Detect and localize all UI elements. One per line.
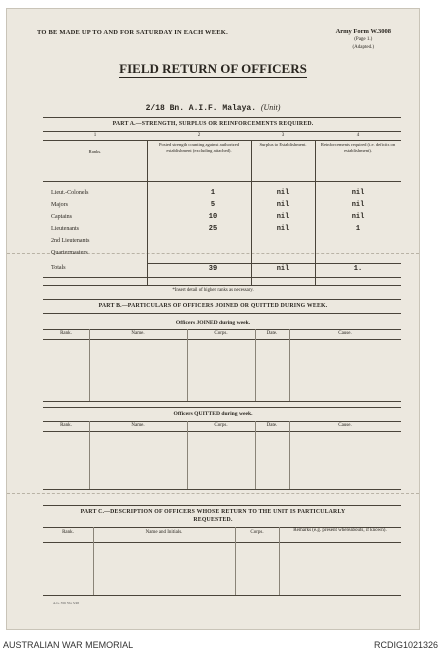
col-divider [289, 329, 290, 401]
col-rank: Rank. [62, 530, 74, 535]
col-number: 1 [93, 133, 97, 138]
form-instruction: TO BE MADE UP TO AND FOR SATURDAY IN EACH WEEK. [37, 29, 228, 36]
col-divider [289, 421, 290, 489]
part-c-heading-cont: REQUESTED. [193, 517, 233, 523]
rule [43, 431, 401, 432]
col-name: Name. [131, 423, 145, 428]
col-name-initials: Name and Initials. [145, 530, 183, 535]
reinforcements-value: 1 [355, 225, 361, 233]
col-remarks: Remarks (e.g. present whereabouts, if known). [293, 528, 387, 533]
surplus-value: nil [276, 213, 290, 221]
posted-value: 5 [210, 201, 216, 209]
col-date: Date. [266, 423, 278, 428]
col-header-reinforcements: Reinforcements required (i.e. deficits on establishment). [320, 142, 396, 153]
col-number: 3 [281, 133, 285, 138]
rank-label: Lieutenants [51, 226, 79, 232]
form-page: (Page 1.) [354, 37, 373, 42]
form-adapted: (Adapted.) [352, 45, 375, 50]
surplus-value: nil [276, 189, 290, 197]
rule [43, 329, 401, 330]
part-b-heading: PART B.—PARTICULARS OF OFFICERS JOINED OR QUITTED DURING WEEK. [98, 303, 328, 309]
rule [43, 131, 401, 132]
rank-label: Lieut.-Colonels [51, 190, 89, 196]
archive-footer [0, 636, 442, 654]
rule [43, 401, 401, 402]
posted-value: 25 [208, 225, 218, 233]
rule [43, 181, 401, 182]
printer-note: A.G. 356 55a 3/48 [53, 601, 79, 605]
rule [147, 263, 401, 264]
rank-label: 2nd Lieutenants [51, 238, 90, 244]
col-name: Name. [131, 331, 145, 336]
unit-label: (Unit) [260, 103, 281, 112]
rule [43, 117, 401, 118]
col-divider [89, 329, 90, 401]
totals-label: Totals [51, 265, 66, 271]
col-divider [187, 329, 188, 401]
unit-value: 2/18 Bn. A.I.F. Malaya. [145, 104, 257, 113]
col-number: 2 [197, 133, 201, 138]
col-corps: Corps. [250, 530, 264, 535]
institution-name: AUSTRALIAN WAR MEMORIAL [3, 640, 134, 650]
col-divider [89, 421, 90, 489]
reinforcements-value: nil [351, 201, 365, 209]
rank-label: Majors [51, 202, 68, 208]
form-title-text: FIELD RETURN OF OFFICERS [119, 61, 307, 76]
col-divider [255, 421, 256, 489]
rank-label: Quartermasters [51, 250, 88, 256]
part-a-footnote: *Insert detail of higher ranks as necessary. [172, 288, 254, 293]
part-c-heading: PART C.—DESCRIPTION OF OFFICERS WHOSE RETURN TO THE UNIT IS PARTICULARLY [80, 509, 346, 515]
col-rank: Rank. [60, 331, 72, 336]
col-divider [255, 329, 256, 401]
col-divider [187, 421, 188, 489]
col-header-surplus: Surplus to Establishment. [259, 142, 307, 147]
surplus-value: nil [276, 201, 290, 209]
col-corps: Corps. [214, 331, 228, 336]
form-title [7, 61, 419, 77]
col-cause: Cause. [338, 331, 352, 336]
col-divider [235, 527, 236, 595]
rule [43, 140, 401, 141]
field-return-form [6, 8, 420, 630]
total-reinforcements: 1. [353, 265, 363, 273]
total-surplus: nil [276, 265, 290, 273]
form-number: Army Form W.3008 [335, 28, 391, 35]
rule [43, 489, 401, 490]
rule [43, 542, 401, 543]
col-cause: Cause. [338, 423, 352, 428]
catalogue-id: RCDIG1021326 [373, 640, 438, 650]
rule [43, 299, 401, 300]
surplus-value: nil [276, 225, 290, 233]
rule [43, 277, 401, 278]
fold-line [7, 493, 419, 494]
part-a-heading: PART A.—STRENGTH, SURPLUS OR REINFORCEMENTS REQUIRED. [112, 121, 314, 127]
reinforcements-value: nil [351, 213, 365, 221]
col-divider [93, 527, 94, 595]
rank-label: Captains [51, 214, 72, 220]
col-corps: Corps. [214, 423, 228, 428]
col-divider [279, 527, 280, 595]
rule [43, 407, 401, 408]
posted-value: 1 [210, 189, 216, 197]
col-header-ranks: Ranks. [88, 149, 102, 154]
rule [43, 285, 401, 286]
joined-title: Officers JOINED during week. [175, 320, 251, 326]
rule [43, 595, 401, 596]
posted-value: 10 [208, 213, 218, 221]
unit-line [7, 103, 419, 113]
quitted-title: Officers QUITTED during week. [173, 411, 253, 417]
total-posted: 39 [208, 265, 218, 273]
rule [43, 313, 401, 314]
form-number-block [336, 28, 391, 52]
col-rank: Rank. [60, 423, 72, 428]
rule [43, 421, 401, 422]
rule [43, 505, 401, 506]
col-number: 4 [356, 133, 360, 138]
col-date: Date. [266, 331, 278, 336]
col-header-posted: Posted strength counting against authorized establishment (excluding attached). [158, 142, 240, 153]
reinforcements-value: nil [351, 189, 365, 197]
rule [43, 339, 401, 340]
